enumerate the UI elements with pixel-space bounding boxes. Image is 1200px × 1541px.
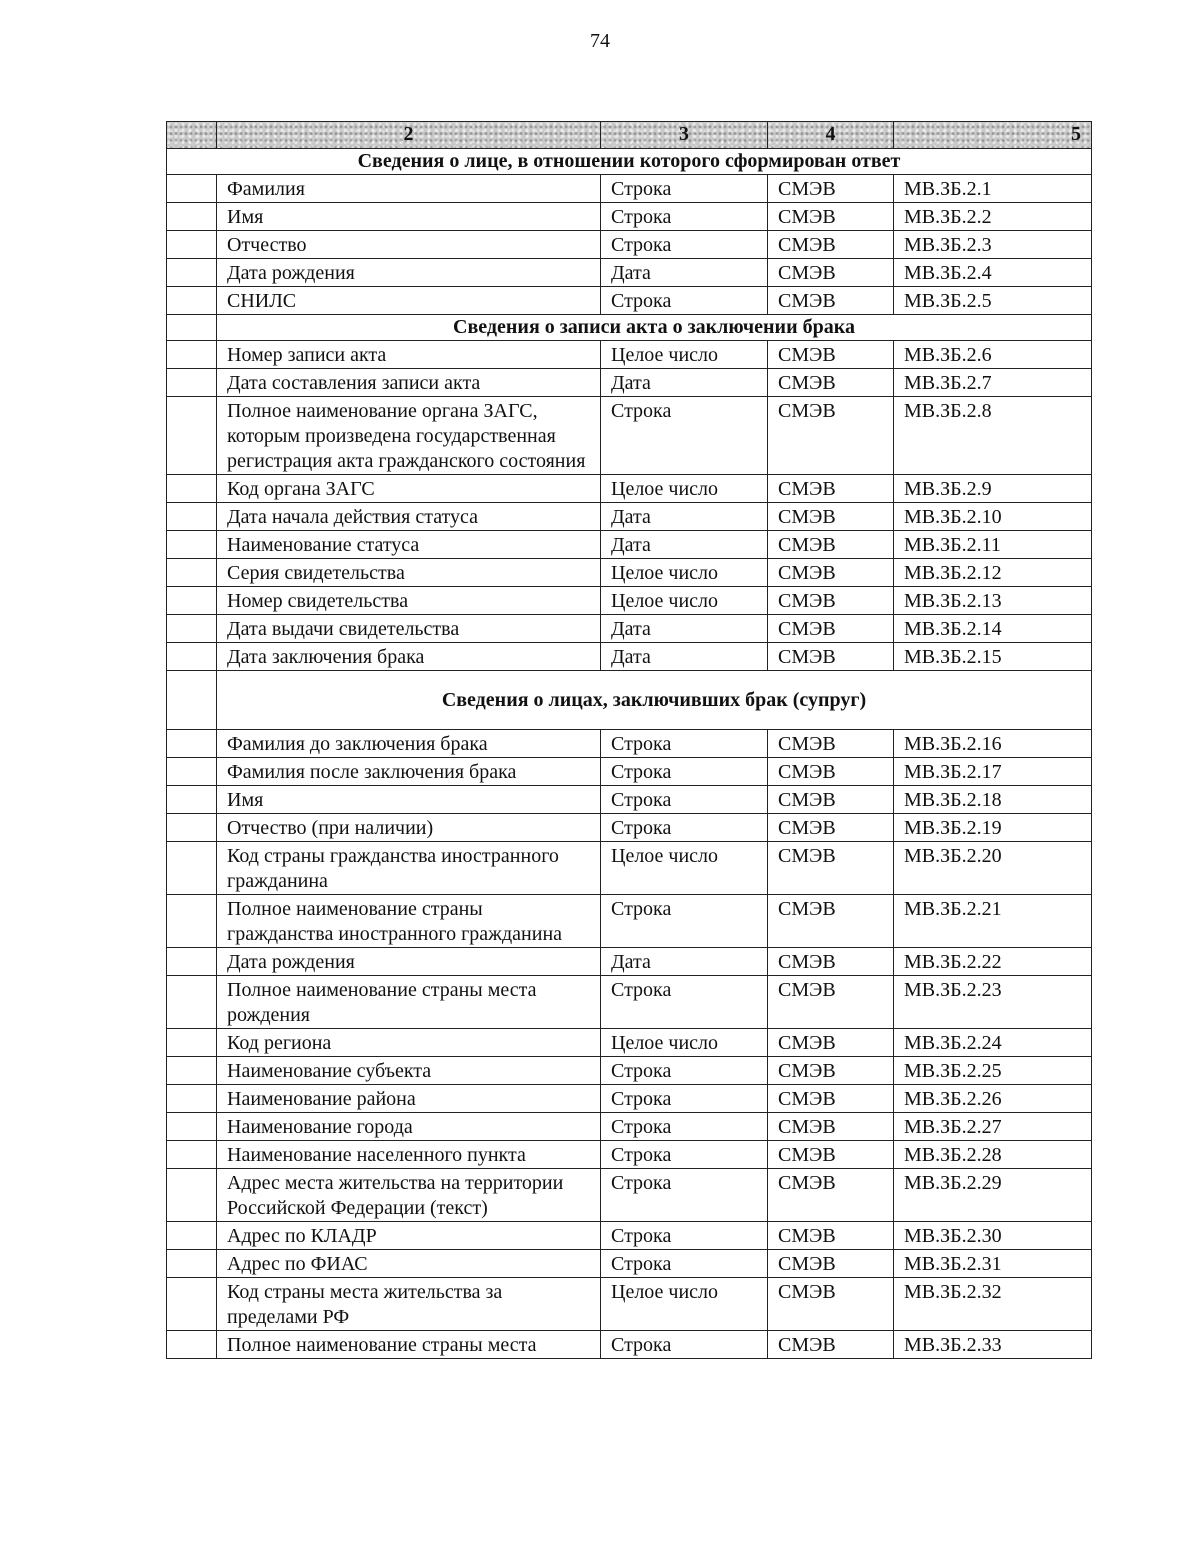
field-name-cell: Фамилия после заключения брака [217,758,601,786]
field-name-cell: Дата выдачи свидетельства [217,615,601,643]
field-type-cell: Строка [601,1169,768,1222]
field-type-cell: Строка [601,1222,768,1250]
field-source-cell: СМЭВ [768,587,894,615]
number-cell [167,814,217,842]
field-name-cell: Дата рождения [217,948,601,976]
field-source-cell: СМЭВ [768,475,894,503]
header-cell-1 [167,122,217,149]
field-code-cell: МВ.ЗБ.2.3 [894,231,1092,259]
table-row [167,1057,1092,1085]
number-cell [167,730,217,758]
field-type-cell: Строка [601,1057,768,1085]
field-name-cell: Наименование статуса [217,531,601,559]
header-cell-4: 4 [768,122,894,149]
section-title: Сведения о записи акта о заключении брака [217,315,1092,341]
field-code-cell: МВ.ЗБ.2.12 [894,559,1092,587]
field-source-cell: СМЭВ [768,643,894,671]
field-source-cell: СМЭВ [768,1222,894,1250]
field-name-cell: Дата начала действия статуса [217,503,601,531]
field-source-cell: СМЭВ [768,559,894,587]
field-code-cell: МВ.ЗБ.2.31 [894,1250,1092,1278]
field-type-cell: Строка [601,1331,768,1359]
field-source-cell: СМЭВ [768,976,894,1029]
field-code-cell: МВ.ЗБ.2.21 [894,895,1092,948]
field-source-cell: СМЭВ [768,259,894,287]
number-cell [167,397,217,475]
table-row [167,175,1092,203]
field-code-cell: МВ.ЗБ.2.6 [894,341,1092,369]
field-source-cell: СМЭВ [768,503,894,531]
field-type-cell: Строка [601,397,768,475]
header-cell-3: 3 [601,122,768,149]
data-table [166,121,1092,1359]
number-cell [167,895,217,948]
table-row [167,976,1092,1029]
number-cell [167,615,217,643]
field-name-cell: Полное наименование страны гражданства иностранного гражданина [217,895,601,948]
field-type-cell: Дата [601,531,768,559]
field-type-cell: Дата [601,503,768,531]
field-name-cell: Наименование населенного пункта [217,1141,601,1169]
table-row [167,397,1092,475]
table-row [167,587,1092,615]
field-name-cell: Полное наименование органа ЗАГС, которым произведена государственная регистрация акта гражданского состояния [217,397,601,475]
field-name-cell: Адрес по ФИАС [217,1250,601,1278]
field-type-cell: Дата [601,615,768,643]
field-name-cell: Дата рождения [217,259,601,287]
number-cell [167,948,217,976]
field-code-cell: МВ.ЗБ.2.18 [894,786,1092,814]
table-row [167,1169,1092,1222]
field-source-cell: СМЭВ [768,1141,894,1169]
field-code-cell: МВ.ЗБ.2.11 [894,531,1092,559]
field-type-cell: Строка [601,730,768,758]
number-cell [167,203,217,231]
field-type-cell: Строка [601,175,768,203]
field-code-cell: МВ.ЗБ.2.8 [894,397,1092,475]
field-name-cell: Дата составления записи акта [217,369,601,397]
field-source-cell: СМЭВ [768,842,894,895]
field-name-cell: Полное наименование страны места рождения [217,976,601,1029]
table-row [167,1141,1092,1169]
field-code-cell: МВ.ЗБ.2.2 [894,203,1092,231]
table-row [167,814,1092,842]
field-code-cell: МВ.ЗБ.2.23 [894,976,1092,1029]
field-code-cell: МВ.ЗБ.2.4 [894,259,1092,287]
field-name-cell: Адрес места жительства на территории Российской Федерации (текст) [217,1169,601,1222]
field-code-cell: МВ.ЗБ.2.19 [894,814,1092,842]
field-source-cell: СМЭВ [768,341,894,369]
table-row [167,948,1092,976]
field-code-cell: МВ.ЗБ.2.10 [894,503,1092,531]
table-row [167,531,1092,559]
field-type-cell: Строка [601,976,768,1029]
field-name-cell: Дата заключения брака [217,643,601,671]
table-row [167,758,1092,786]
table-row [167,1113,1092,1141]
field-code-cell: МВ.ЗБ.2.7 [894,369,1092,397]
field-code-cell: МВ.ЗБ.2.5 [894,287,1092,315]
table-row [167,1029,1092,1057]
page-number: 74 [590,30,610,52]
field-name-cell: Номер записи акта [217,341,601,369]
table-row [167,615,1092,643]
field-type-cell: Целое число [601,1278,768,1331]
number-cell [167,259,217,287]
field-code-cell: МВ.ЗБ.2.16 [894,730,1092,758]
field-name-cell: Отчество (при наличии) [217,814,601,842]
table-row [167,730,1092,758]
table-row [167,231,1092,259]
field-code-cell: МВ.ЗБ.2.33 [894,1331,1092,1359]
field-name-cell: Номер свидетельства [217,587,601,615]
field-source-cell: СМЭВ [768,1113,894,1141]
field-name-cell: Наименование района [217,1085,601,1113]
header-cell-2: 2 [217,122,601,149]
field-source-cell: СМЭВ [768,786,894,814]
field-name-cell: Код региона [217,1029,601,1057]
number-cell [167,531,217,559]
table-row [167,842,1092,895]
table-header-row [167,122,1092,149]
number-cell [167,758,217,786]
field-type-cell: Дата [601,259,768,287]
field-type-cell: Целое число [601,842,768,895]
table-row [167,203,1092,231]
number-cell [167,341,217,369]
number-cell [167,1331,217,1359]
field-source-cell: СМЭВ [768,397,894,475]
number-cell [167,1222,217,1250]
field-type-cell: Строка [601,203,768,231]
field-code-cell: МВ.ЗБ.2.20 [894,842,1092,895]
field-code-cell: МВ.ЗБ.2.22 [894,948,1092,976]
table-row [167,287,1092,315]
field-source-cell: СМЭВ [768,1278,894,1331]
table-row [167,341,1092,369]
field-source-cell: СМЭВ [768,287,894,315]
number-cell [167,175,217,203]
table-row [167,1278,1092,1331]
number-cell [167,1057,217,1085]
number-cell [167,1029,217,1057]
field-code-cell: МВ.ЗБ.2.1 [894,175,1092,203]
field-name-cell: СНИЛС [217,287,601,315]
field-source-cell: СМЭВ [768,814,894,842]
field-code-cell: МВ.ЗБ.2.26 [894,1085,1092,1113]
table-row [167,643,1092,671]
field-type-cell: Строка [601,231,768,259]
field-source-cell: СМЭВ [768,895,894,948]
number-cell [167,1141,217,1169]
field-name-cell: Наименование субъекта [217,1057,601,1085]
field-source-cell: СМЭВ [768,203,894,231]
table-row [167,1250,1092,1278]
field-type-cell: Строка [601,1250,768,1278]
field-source-cell: СМЭВ [768,175,894,203]
number-cell [167,1113,217,1141]
field-code-cell: МВ.ЗБ.2.27 [894,1113,1092,1141]
table-row [167,503,1092,531]
field-name-cell: Имя [217,786,601,814]
field-source-cell: СМЭВ [768,1085,894,1113]
table-row [167,895,1092,948]
section-number-cell [167,315,217,341]
field-code-cell: МВ.ЗБ.2.15 [894,643,1092,671]
number-cell [167,475,217,503]
number-cell [167,976,217,1029]
field-type-cell: Целое число [601,1029,768,1057]
number-cell [167,842,217,895]
section-title: Сведения о лицах, заключивших брак (супруг) [217,671,1092,730]
field-name-cell: Фамилия до заключения брака [217,730,601,758]
field-name-cell: Код органа ЗАГС [217,475,601,503]
field-source-cell: СМЭВ [768,231,894,259]
field-type-cell: Дата [601,948,768,976]
header-cell-5: 5 [894,122,1092,149]
field-type-cell: Дата [601,369,768,397]
field-code-cell: МВ.ЗБ.2.25 [894,1057,1092,1085]
section-title: Сведения о лице, в отношении которого сформирован ответ [167,149,1092,175]
field-code-cell: МВ.ЗБ.2.29 [894,1169,1092,1222]
field-code-cell: МВ.ЗБ.2.13 [894,587,1092,615]
table-row [167,475,1092,503]
field-code-cell: МВ.ЗБ.2.17 [894,758,1092,786]
field-type-cell: Строка [601,1085,768,1113]
field-name-cell: Код страны гражданства иностранного гражданина [217,842,601,895]
table-row [167,1222,1092,1250]
field-source-cell: СМЭВ [768,758,894,786]
field-type-cell: Строка [601,1141,768,1169]
section-header-row [167,671,1092,730]
field-type-cell: Строка [601,786,768,814]
table-row [167,369,1092,397]
number-cell [167,786,217,814]
field-type-cell: Строка [601,814,768,842]
field-type-cell: Целое число [601,475,768,503]
field-source-cell: СМЭВ [768,1029,894,1057]
field-type-cell: Целое число [601,587,768,615]
number-cell [167,1278,217,1331]
field-code-cell: МВ.ЗБ.2.28 [894,1141,1092,1169]
field-type-cell: Строка [601,758,768,786]
field-type-cell: Строка [601,1113,768,1141]
field-source-cell: СМЭВ [768,1331,894,1359]
section-header-row [167,315,1092,341]
number-cell [167,643,217,671]
field-name-cell: Фамилия [217,175,601,203]
number-cell [167,287,217,315]
field-type-cell: Дата [601,643,768,671]
field-name-cell: Адрес по КЛАДР [217,1222,601,1250]
field-source-cell: СМЭВ [768,1057,894,1085]
section-header-row [167,149,1092,175]
number-cell [167,587,217,615]
number-cell [167,1250,217,1278]
field-code-cell: МВ.ЗБ.2.30 [894,1222,1092,1250]
field-code-cell: МВ.ЗБ.2.32 [894,1278,1092,1331]
section-number-cell [167,671,217,730]
field-name-cell: Отчество [217,231,601,259]
field-code-cell: МВ.ЗБ.2.14 [894,615,1092,643]
field-source-cell: СМЭВ [768,730,894,758]
number-cell [167,559,217,587]
field-type-cell: Строка [601,895,768,948]
field-source-cell: СМЭВ [768,948,894,976]
table-row [167,1331,1092,1359]
number-cell [167,231,217,259]
table-row [167,259,1092,287]
field-source-cell: СМЭВ [768,369,894,397]
field-source-cell: СМЭВ [768,531,894,559]
table-row [167,1085,1092,1113]
number-cell [167,1169,217,1222]
field-source-cell: СМЭВ [768,1169,894,1222]
number-cell [167,503,217,531]
table-row [167,786,1092,814]
field-name-cell: Полное наименование страны места [217,1331,601,1359]
field-code-cell: МВ.ЗБ.2.9 [894,475,1092,503]
field-name-cell: Код страны места жительства за пределами РФ [217,1278,601,1331]
field-type-cell: Строка [601,287,768,315]
field-source-cell: СМЭВ [768,615,894,643]
table-row [167,559,1092,587]
table-body [167,149,1092,1359]
field-source-cell: СМЭВ [768,1250,894,1278]
number-cell [167,369,217,397]
field-code-cell: МВ.ЗБ.2.24 [894,1029,1092,1057]
field-name-cell: Наименование города [217,1113,601,1141]
field-name-cell: Имя [217,203,601,231]
field-type-cell: Целое число [601,559,768,587]
field-name-cell: Серия свидетельства [217,559,601,587]
number-cell [167,1085,217,1113]
field-type-cell: Целое число [601,341,768,369]
